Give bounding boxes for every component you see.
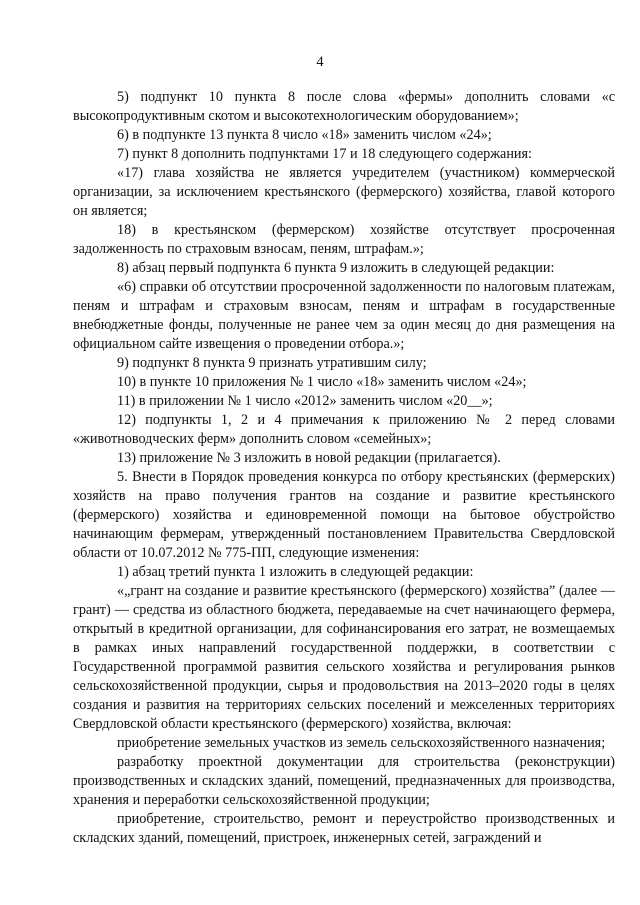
paragraph-subitem-17: «17) глава хозяйства не является учредителем (участником) коммерческой организации, за исключением крестьянского (фермерского) хозяйства, главой которого он является; bbox=[73, 165, 615, 219]
paragraph-section-5: 5. Внести в Порядок проведения конкурса по отбору крестьянских (фермерских) хозяйств на право получения грантов на создание и развитие крестьянского (фермерского) хозяйства и единовременной помощи на бытовое обустройство начинающим фермерам, утвержденный постановлением Правительства Свердловской области от 10.07.2012 № 775-ПП, следующие изменения: bbox=[73, 469, 615, 561]
page-number: 4 bbox=[316, 54, 324, 70]
paragraph-subitem-18: 18) в крестьянском (фермерском) хозяйстве отсутствует просроченная задолженность по страховым взносам, пеням, штрафам.»; bbox=[73, 222, 615, 257]
paragraph-item-11: 11) в приложении № 1 число «2012» заменить числом «20__»; bbox=[117, 393, 493, 409]
paragraph-construction: приобретение, строительство, ремонт и переустройство производственных и складских зданий, помещений, пристроек, инженерных сетей, заграждений и bbox=[73, 811, 615, 846]
paragraph-item-9: 9) подпункт 8 пункта 9 признать утратившим силу; bbox=[117, 355, 427, 371]
document-body bbox=[73, 88, 615, 848]
paragraph-item-10: 10) в пункте 10 приложения № 1 число «18» заменить числом «24»; bbox=[117, 374, 527, 390]
paragraph-land-acquisition: приобретение земельных участков из земель сельскохозяйственного назначения; bbox=[117, 735, 606, 751]
paragraph-item-8: 8) абзац первый подпункта 6 пункта 9 изложить в следующей редакции: bbox=[117, 260, 555, 276]
paragraph-item-12: 12) подпункты 1, 2 и 4 примечания к приложению № 2 перед словами «животноводческих ферм» дополнить словом «семейных»; bbox=[73, 412, 615, 447]
paragraph-item-6: 6) в подпункте 13 пункта 8 число «18» заменить числом «24»; bbox=[117, 127, 492, 143]
paragraph-item-1: 1) абзац третий пункта 1 изложить в следующей редакции: bbox=[117, 564, 474, 580]
paragraph-subitem-6: «6) справки об отсутствии просроченной задолженности по налоговым платежам, пеням и штрафам и страховым взносам, пеням и штрафам в государственные внебюджетные фонды, полученные не ранее чем за один месяц до дня размещения на официальном сайте извещения о проведении отбора.»; bbox=[73, 279, 615, 352]
paragraph-item-13: 13) приложение № 3 изложить в новой редакции (прилагается). bbox=[117, 450, 501, 466]
paragraph-item-7: 7) пункт 8 дополнить подпунктами 17 и 18 следующего содержания: bbox=[117, 146, 532, 162]
paragraph-grant-definition: «„грант на создание и развитие крестьянского (фермерского) хозяйства” (далее — грант) — средства из областного бюджета, передаваемые на счет начинающего фермера, открытый в кредитной организации, для софинансирования его затрат, не возмещаемых в рамках иных направлений государственной поддержки, в соответствии с Государственной программой развития сельского хозяйства и регулирования рынков сельскохозяйственной продукции, сырья и продовольствия на 2013–2020 годы в целях создания и развития на территориях сельских поселений и межселенных территориях Свердловской области крестьянского (фермерского) хозяйства, включая: bbox=[73, 583, 615, 732]
paragraph-item-5: 5) подпункт 10 пункта 8 после слова «фермы» дополнить словами «с высокопродуктивным скотом и высокотехнологическим оборудованием»; bbox=[73, 89, 615, 124]
paragraph-project-documentation: разработку проектной документации для строительства (реконструкции) производственных и складских зданий, помещений, предназначенных для производства, хранения и переработки сельскохозяйственной продукции; bbox=[73, 754, 615, 808]
